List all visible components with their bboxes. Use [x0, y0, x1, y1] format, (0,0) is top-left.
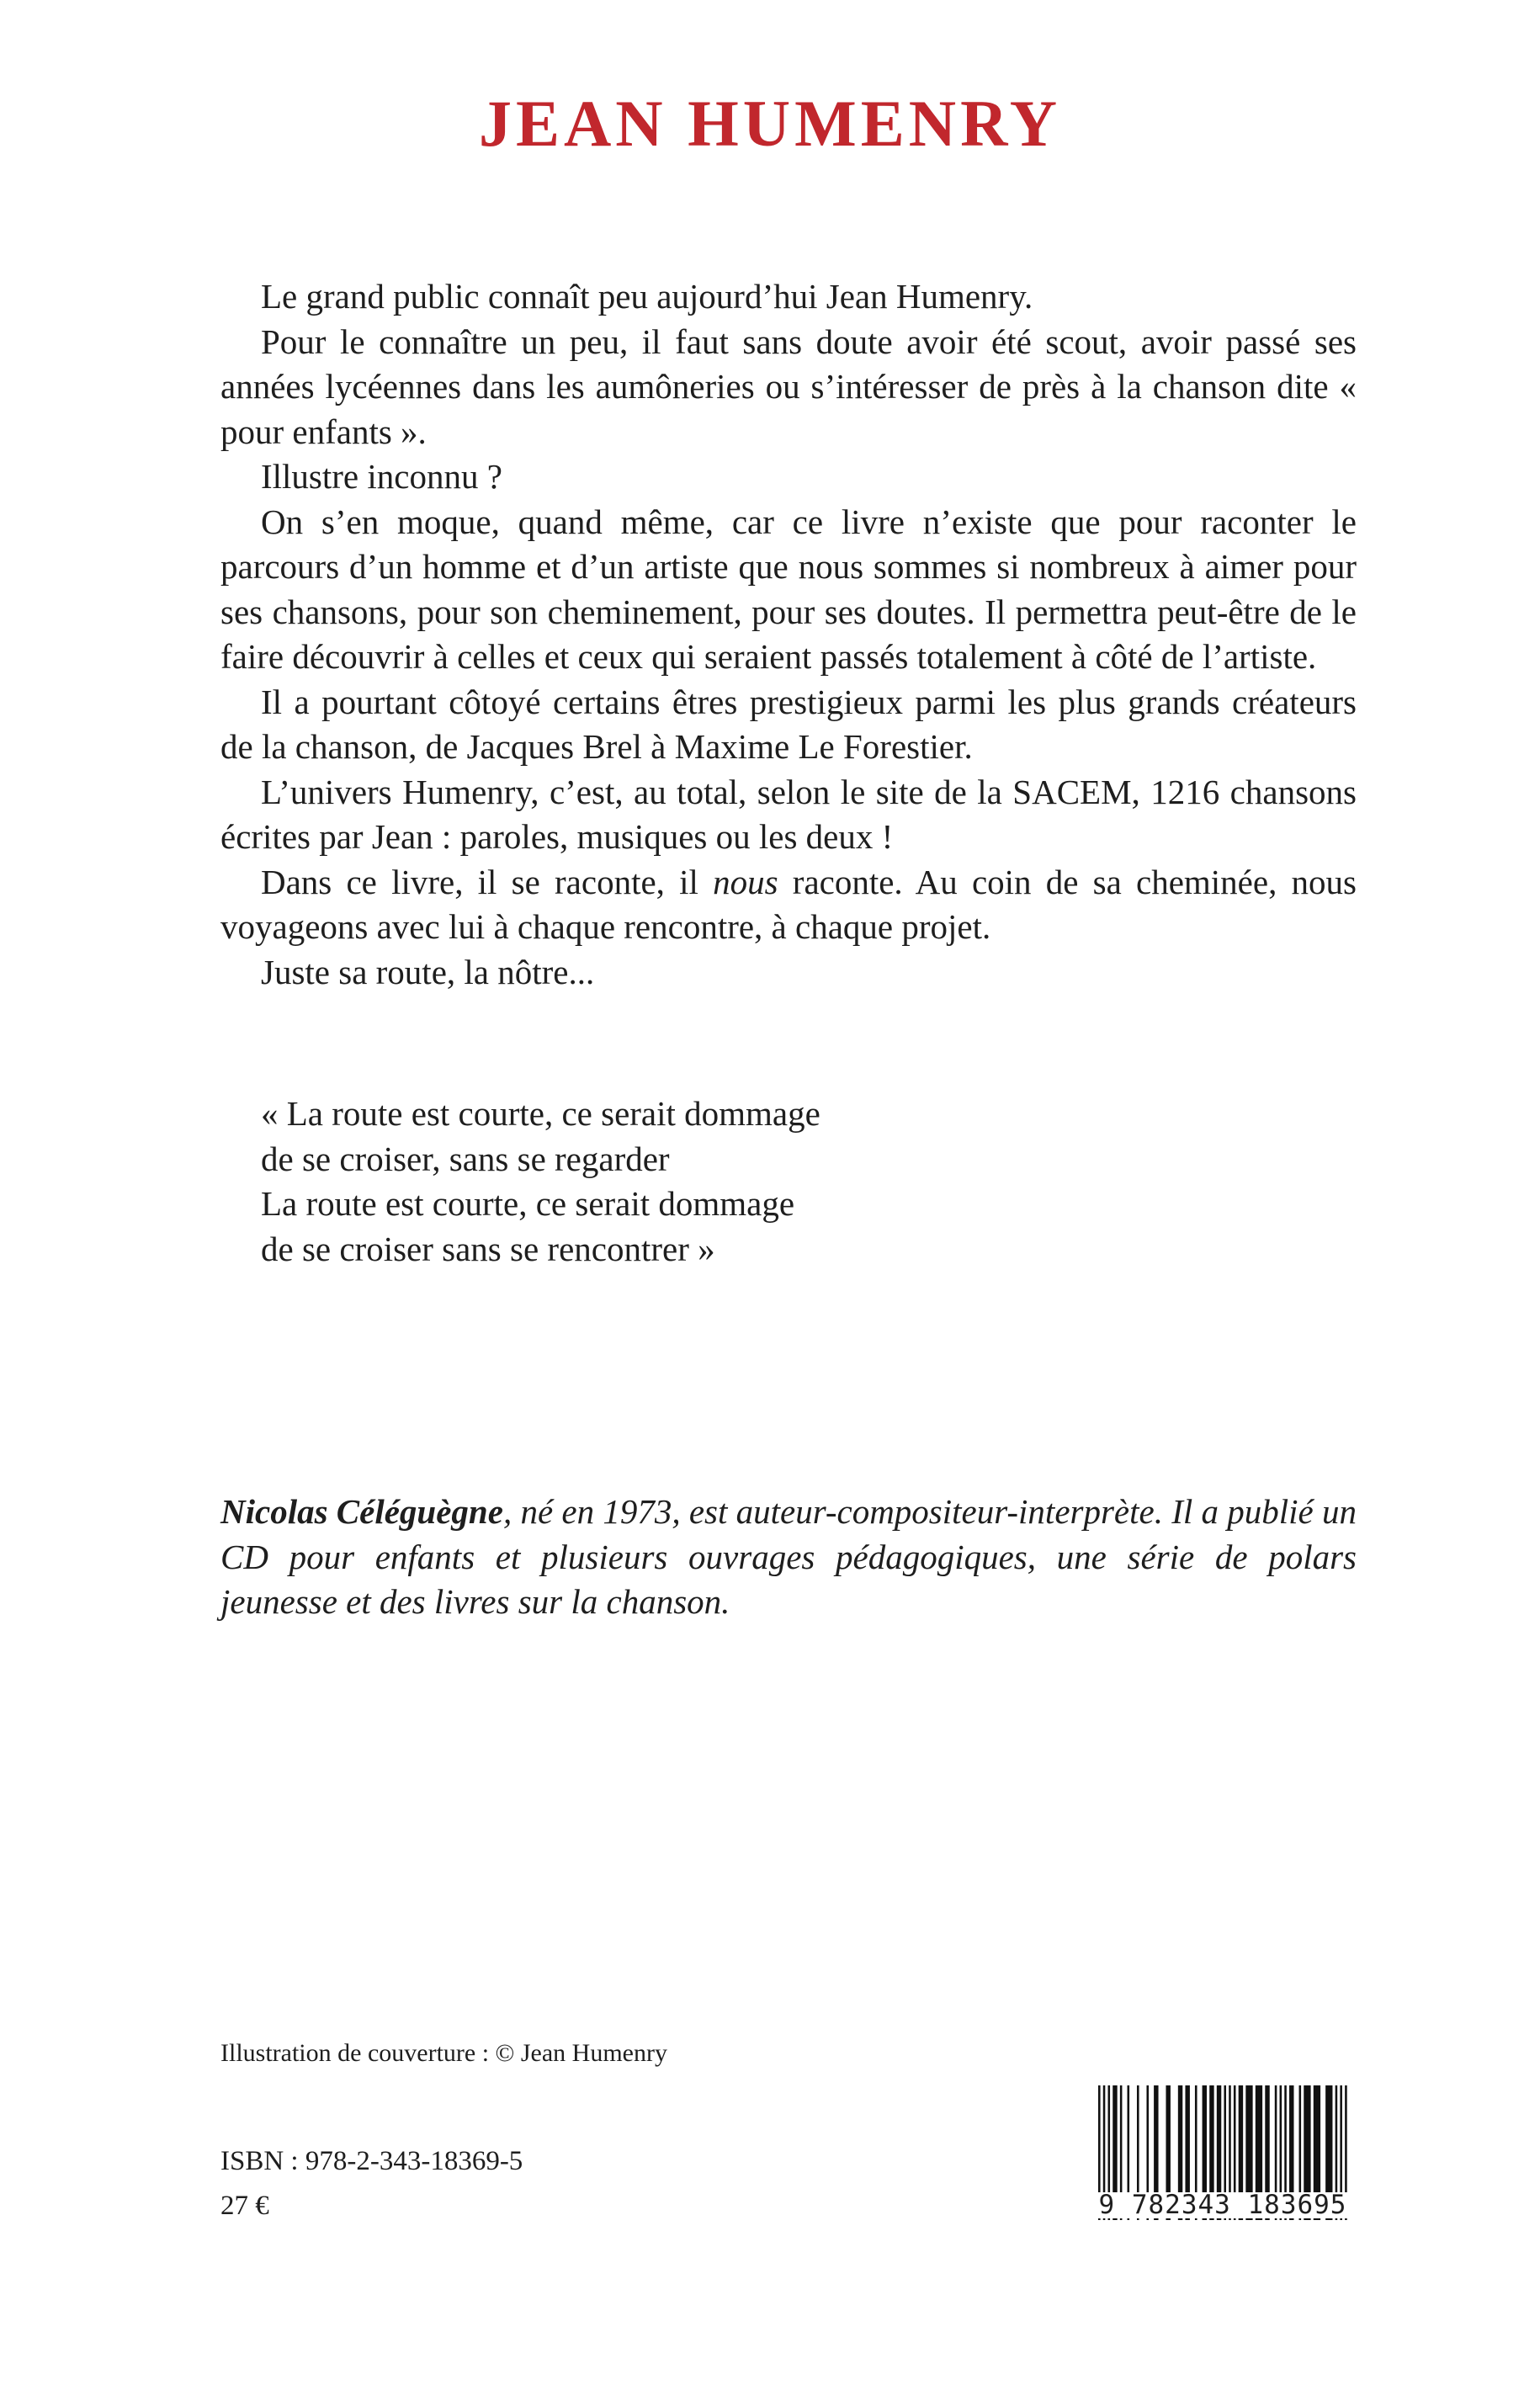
- blurb-emphasis: nous: [713, 862, 778, 901]
- barcode-digits: 9 782343 183695: [1097, 2192, 1349, 2218]
- song-quote: [261, 1092, 820, 1272]
- blurb-paragraph: Il a pourtant côtoyé certains êtres prestigieux parmi les plus grands créateurs de la chanson, de Jacques Brel à Maxime Le Forestier.: [220, 682, 1357, 766]
- isbn-barcode: [1097, 2085, 1349, 2224]
- back-cover-blurb: [220, 274, 1357, 995]
- blurb-paragraph: Le grand public connaît peu aujourd’hui Jean Humenry.: [261, 277, 1033, 316]
- author-bio-text: , né en 1973, est auteur-compositeur-interprète. Il a publié un CD pour enfants et plusieurs ouvrages pédagogiques, une série de polars jeunesse et des livres sur la chanson.: [220, 1492, 1357, 1621]
- price: 27 €: [220, 2191, 269, 2221]
- blurb-paragraph: Juste sa route, la nôtre...: [261, 952, 595, 991]
- blurb-paragraph: [220, 860, 1357, 950]
- blurb-paragraph: Pour le connaître un peu, il faut sans doute avoir été scout, avoir passé ses années lycéennes dans les aumôneries ou s’intéresser de près à la chanson dite « pour enfants ».: [220, 321, 1357, 451]
- blurb-paragraph: L’univers Humenry, c’est, au total, selon le site de la SACEM, 1216 chansons écrites par Jean : paroles, musiques ou les deux !: [220, 772, 1357, 856]
- quote-line: de se croiser sans se rencontrer »: [261, 1229, 715, 1268]
- cover-illustration-credit: Illustration de couverture : © Jean Humenry: [220, 2039, 667, 2067]
- book-title: JEAN HUMENRY: [478, 87, 1062, 160]
- blurb-paragraph: On s’en moque, quand même, car ce livre n’existe que pour raconter le parcours d’un homme et d’un artiste que nous sommes si nombreux à aimer pour ses chansons, pour son cheminement, pour ses doutes. Il permettra peut-être de le faire découvrir à celles et ceux qui seraient passés totalement à côté de l’artiste.: [220, 502, 1357, 676]
- author-bio: [220, 1490, 1357, 1625]
- quote-line: de se croiser, sans se regarder: [261, 1139, 670, 1178]
- isbn: ISBN : 978-2-343-18369-5: [220, 2146, 523, 2176]
- quote-line: « La route est courte, ce serait dommage: [261, 1094, 820, 1133]
- blurb-paragraph: Illustre inconnu ?: [261, 457, 502, 496]
- quote-line: La route est courte, ce serait dommage: [261, 1184, 795, 1223]
- blurb-text: Dans ce livre, il se raconte, il: [261, 862, 714, 901]
- author-name: Nicolas Céléguègne: [220, 1492, 503, 1531]
- blurb-text: raconte. Au coin de sa cheminée, nous voyageons avec lui à chaque rencontre, à chaque projet.: [220, 862, 1357, 946]
